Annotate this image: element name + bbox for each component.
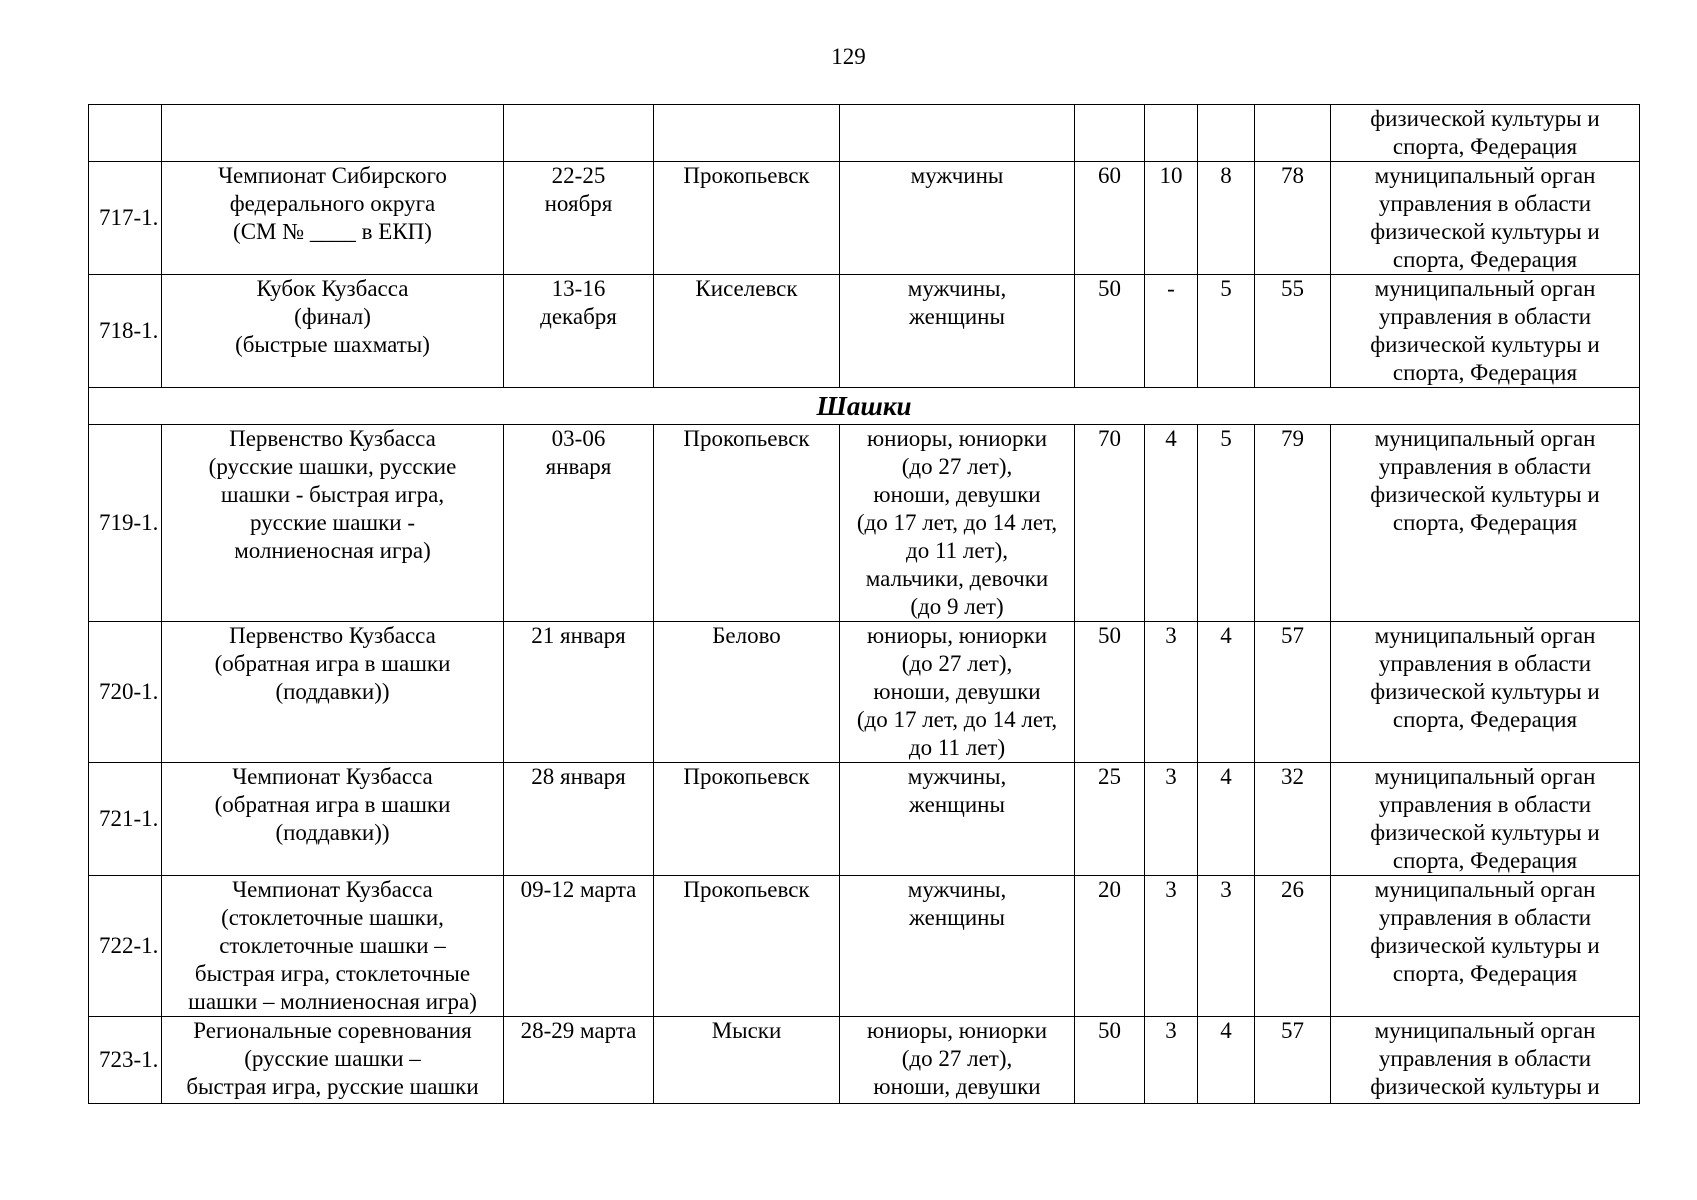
date-line: декабря xyxy=(540,304,617,329)
cell-count-4: 57 xyxy=(1255,622,1331,763)
organizer-line: физической культуры и xyxy=(1370,106,1600,131)
participants-line: юниоры, юниорки xyxy=(866,426,1048,451)
cell-event xyxy=(162,622,504,763)
cell-count-1: 70 xyxy=(1075,425,1145,622)
organizer-line: физической культуры и xyxy=(1370,482,1600,507)
table-row xyxy=(89,162,1640,275)
organizer-line: управления в области xyxy=(1378,191,1592,216)
participants-line: женщины xyxy=(909,792,1005,817)
cell-participants xyxy=(840,622,1075,763)
table-row xyxy=(89,425,1640,622)
organizer-line: физической культуры и xyxy=(1370,332,1600,357)
cell-count-4: 78 xyxy=(1255,162,1331,275)
participants-line: (до 9 лет) xyxy=(910,594,1004,619)
cell-place: Белово xyxy=(654,622,840,763)
organizer-line: муниципальный орган xyxy=(1374,163,1596,188)
cell-place: Прокопьевск xyxy=(654,876,840,1017)
cell-count-4: 57 xyxy=(1255,1017,1331,1104)
cell-participants xyxy=(840,425,1075,622)
organizer-line: физической культуры и xyxy=(1370,219,1600,244)
cell-place: Мыски xyxy=(654,1017,840,1104)
cell-count-1: 50 xyxy=(1075,275,1145,388)
cell-count-3: 4 xyxy=(1198,622,1255,763)
organizer-line: спорта, Федерация xyxy=(1392,134,1578,159)
cell-number xyxy=(89,105,162,162)
event-line: (русские шашки – xyxy=(244,1046,421,1071)
cell-organizer xyxy=(1331,1017,1640,1104)
organizer-line: муниципальный орган xyxy=(1374,877,1596,902)
organizer-line: управления в области xyxy=(1378,905,1592,930)
organizer-line: управления в области xyxy=(1378,1046,1592,1071)
participants-line: (до 17 лет, до 14 лет, xyxy=(856,510,1058,535)
cell-count-3 xyxy=(1198,105,1255,162)
date-line: 13-16 xyxy=(551,276,606,301)
cell-count-1: 50 xyxy=(1075,622,1145,763)
date-line: 09-12 марта xyxy=(520,877,637,902)
cell-place: Прокопьевск xyxy=(654,162,840,275)
section-row xyxy=(89,388,1640,425)
participants-line: мальчики, девочки xyxy=(865,566,1049,591)
event-line: быстрая игра, стоклеточные xyxy=(194,961,471,986)
participants-line: юноши, девушки xyxy=(873,679,1041,704)
cell-number: 720-1. xyxy=(89,622,162,763)
event-line: Чемпионат Сибирского xyxy=(218,163,447,188)
cell-participants xyxy=(840,162,1075,275)
cell-number: 722-1. xyxy=(89,876,162,1017)
cell-count-4: 32 xyxy=(1255,763,1331,876)
event-line: (поддавки)) xyxy=(275,820,390,845)
organizer-line: муниципальный орган xyxy=(1374,1018,1596,1043)
participants-line: мужчины, xyxy=(907,276,1007,301)
participants-line: мужчины xyxy=(910,163,1004,188)
table-row xyxy=(89,622,1640,763)
cell-count-3: 4 xyxy=(1198,763,1255,876)
cell-place: Киселевск xyxy=(654,275,840,388)
event-line: стоклеточные шашки – xyxy=(219,933,446,958)
participants-line: до 11 лет) xyxy=(908,735,1006,760)
cell-count-3: 5 xyxy=(1198,425,1255,622)
participants-line: женщины xyxy=(909,304,1005,329)
event-line: (стоклеточные шашки, xyxy=(221,905,444,930)
participants-line: женщины xyxy=(909,905,1005,930)
event-line: (СМ № ____ в ЕКП) xyxy=(233,219,432,244)
event-line: (финал) xyxy=(294,304,371,329)
cell-number: 723-1. xyxy=(89,1017,162,1104)
date-line: 28-29 марта xyxy=(520,1018,637,1043)
organizer-line: спорта, Федерация xyxy=(1392,961,1578,986)
cell-dates xyxy=(504,105,654,162)
date-line: 22-25 xyxy=(551,163,606,188)
cell-participants xyxy=(840,275,1075,388)
organizer-line: физической культуры и xyxy=(1370,933,1600,958)
cell-count-2: 4 xyxy=(1145,425,1198,622)
continuation-row xyxy=(89,105,1640,162)
participants-line: до 11 лет), xyxy=(906,538,1008,563)
cell-count-1 xyxy=(1075,105,1145,162)
participants-line: мужчины, xyxy=(907,764,1007,789)
cell-organizer xyxy=(1331,763,1640,876)
cell-number: 719-1. xyxy=(89,425,162,622)
event-line: Чемпионат Кузбасса xyxy=(232,877,433,902)
table-row xyxy=(89,876,1640,1017)
event-line: (быстрые шахматы) xyxy=(235,332,430,357)
cell-count-2: - xyxy=(1145,275,1198,388)
organizer-line: управления в области xyxy=(1378,792,1592,817)
cell-count-1: 20 xyxy=(1075,876,1145,1017)
cell-count-2 xyxy=(1145,105,1198,162)
cell-event xyxy=(162,876,504,1017)
date-line: января xyxy=(545,454,612,479)
cell-participants xyxy=(840,876,1075,1017)
event-line: (поддавки)) xyxy=(275,679,390,704)
cell-count-4 xyxy=(1255,105,1331,162)
cell-place: Прокопьевск xyxy=(654,763,840,876)
cell-count-2: 3 xyxy=(1145,763,1198,876)
cell-count-1: 60 xyxy=(1075,162,1145,275)
cell-dates xyxy=(504,622,654,763)
date-line: ноября xyxy=(544,191,613,216)
table-row xyxy=(89,275,1640,388)
organizer-line: муниципальный орган xyxy=(1374,276,1596,301)
cell-dates xyxy=(504,1017,654,1104)
cell-organizer xyxy=(1331,275,1640,388)
events-table xyxy=(88,104,1640,1104)
cell-event xyxy=(162,275,504,388)
cell-count-2: 3 xyxy=(1145,1017,1198,1104)
cell-count-3: 4 xyxy=(1198,1017,1255,1104)
date-line: 28 января xyxy=(531,764,626,789)
event-line: Первенство Кузбасса xyxy=(229,426,436,451)
event-line: Чемпионат Кузбасса xyxy=(232,764,433,789)
cell-dates xyxy=(504,763,654,876)
cell-place: Прокопьевск xyxy=(654,425,840,622)
cell-event xyxy=(162,105,504,162)
cell-count-3: 8 xyxy=(1198,162,1255,275)
organizer-line: физической культуры и xyxy=(1370,820,1600,845)
event-line: шашки - быстрая игра, xyxy=(220,482,445,507)
table-row xyxy=(89,1017,1640,1104)
cell-dates xyxy=(504,425,654,622)
cell-count-1: 50 xyxy=(1075,1017,1145,1104)
cell-count-3: 3 xyxy=(1198,876,1255,1017)
cell-event xyxy=(162,162,504,275)
cell-event xyxy=(162,1017,504,1104)
event-line: Региональные соревнования xyxy=(193,1018,472,1043)
cell-count-2: 3 xyxy=(1145,622,1198,763)
cell-participants xyxy=(840,1017,1075,1104)
event-line: молниеносная игра) xyxy=(234,538,431,563)
event-line: (русские шашки, русские xyxy=(208,454,457,479)
cell-event xyxy=(162,425,504,622)
cell-participants xyxy=(840,105,1075,162)
date-line: 21 января xyxy=(531,623,626,648)
participants-line: (до 17 лет, до 14 лет, xyxy=(856,707,1058,732)
organizer-line: управления в области xyxy=(1378,304,1592,329)
cell-place xyxy=(654,105,840,162)
table-row xyxy=(89,763,1640,876)
event-line: Кубок Кузбасса xyxy=(256,276,409,301)
cell-count-4: 55 xyxy=(1255,275,1331,388)
cell-count-2: 3 xyxy=(1145,876,1198,1017)
cell-number: 717-1. xyxy=(89,162,162,275)
event-line: быстрая игра, русские шашки xyxy=(186,1074,479,1099)
cell-count-4: 79 xyxy=(1255,425,1331,622)
organizer-line: спорта, Федерация xyxy=(1392,510,1578,535)
participants-line: юноши, девушки xyxy=(873,482,1041,507)
cell-organizer xyxy=(1331,425,1640,622)
event-line: русские шашки - xyxy=(249,510,416,535)
cell-count-4: 26 xyxy=(1255,876,1331,1017)
cell-dates xyxy=(504,275,654,388)
event-line: федерального округа xyxy=(229,191,436,216)
organizer-line: муниципальный орган xyxy=(1374,764,1596,789)
cell-organizer xyxy=(1331,105,1640,162)
participants-line: мужчины, xyxy=(907,877,1007,902)
cell-event xyxy=(162,763,504,876)
cell-dates xyxy=(504,162,654,275)
organizer-line: муниципальный орган xyxy=(1374,623,1596,648)
cell-dates xyxy=(504,876,654,1017)
organizer-line: спорта, Федерация xyxy=(1392,360,1578,385)
event-line: (обратная игра в шашки xyxy=(214,792,451,817)
cell-participants xyxy=(840,763,1075,876)
section-title: Шашки xyxy=(89,388,1640,425)
cell-count-1: 25 xyxy=(1075,763,1145,876)
cell-count-2: 10 xyxy=(1145,162,1198,275)
cell-organizer xyxy=(1331,622,1640,763)
event-line: шашки – молниеносная игра) xyxy=(188,989,477,1014)
cell-organizer xyxy=(1331,876,1640,1017)
organizer-line: спорта, Федерация xyxy=(1392,247,1578,272)
participants-line: юниоры, юниорки xyxy=(866,623,1048,648)
cell-number: 718-1. xyxy=(89,275,162,388)
cell-organizer xyxy=(1331,162,1640,275)
date-line: 03-06 xyxy=(551,426,606,451)
event-line: (обратная игра в шашки xyxy=(214,651,451,676)
cell-count-3: 5 xyxy=(1198,275,1255,388)
participants-line: (до 27 лет), xyxy=(901,651,1013,676)
events-table-body xyxy=(89,105,1640,1104)
event-line: Первенство Кузбасса xyxy=(229,623,436,648)
participants-line: (до 27 лет), xyxy=(901,454,1013,479)
organizer-line: физической культуры и xyxy=(1370,1074,1600,1099)
organizer-line: спорта, Федерация xyxy=(1392,848,1578,873)
organizer-line: управления в области xyxy=(1378,454,1592,479)
organizer-line: муниципальный орган xyxy=(1374,426,1596,451)
organizer-line: управления в области xyxy=(1378,651,1592,676)
organizer-line: физической культуры и xyxy=(1370,679,1600,704)
participants-line: (до 27 лет), xyxy=(901,1046,1013,1071)
participants-line: юниоры, юниорки xyxy=(866,1018,1048,1043)
cell-number: 721-1. xyxy=(89,763,162,876)
organizer-line: спорта, Федерация xyxy=(1392,707,1578,732)
participants-line: юноши, девушки xyxy=(873,1074,1041,1099)
page-number: 129 xyxy=(831,44,866,69)
